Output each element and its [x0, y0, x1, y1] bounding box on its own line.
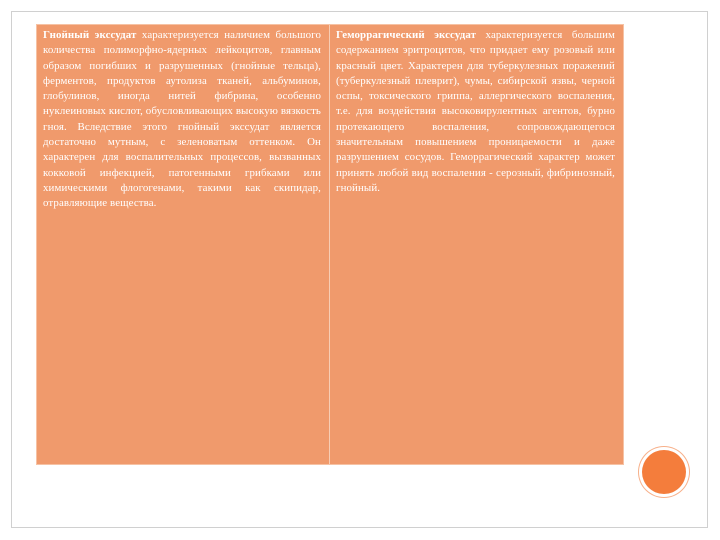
decorative-circle-icon: [642, 450, 686, 494]
purulent-exudate-paragraph: [43, 28, 321, 212]
hemorrhagic-exudate-description: характеризуется большим содержанием эритроцитов, что придает ему розовый или красный цвет. Характерен для туберкулезных поражений (туберкулезный плеврит), чумы, сибирской язвы, черной оспы, токсического гриппа, аллергического воспаления, т.е. для воздействия высоковирулентных агентов, бурно протекающего воспаления, сопровождающегося значительным повышением проницаемости и даже разрушением сосудов. Геморрагический характер может принять любой вид воспаления - серозный, фибринозный, гнойный.: [336, 29, 615, 194]
hemorrhagic-exudate-term: Геморрагический экссудат: [336, 29, 477, 41]
content-table: [36, 24, 624, 465]
purulent-exudate-description: характеризуется наличием большого количества полиморфно-ядерных лейкоцитов, главным образом погибших и разрушенных (гнойные тельца), ферментов, продуктов аутолиза тканей, альбуминов, глобулинов, иногда нитей фибрина, особенно нуклеиновых кислот, обусловливающих высокую вязкость гноя. Вследствие этого гнойный экссудат является достаточно мутным, с зеленоватым оттенком. Он характерен для воспалительных процессов, вызванных кокковой инфекцией, патогенными грибками или химическими флогогенами, такими как скипидар, отравляющие вещества.: [43, 29, 321, 210]
purulent-exudate-term: Гнойный экссудат: [43, 29, 137, 41]
hemorrhagic-exudate-paragraph: [336, 28, 615, 196]
table-cell-hemorrhagic-exudate: [330, 25, 623, 464]
table-cell-purulent-exudate: [37, 25, 330, 464]
